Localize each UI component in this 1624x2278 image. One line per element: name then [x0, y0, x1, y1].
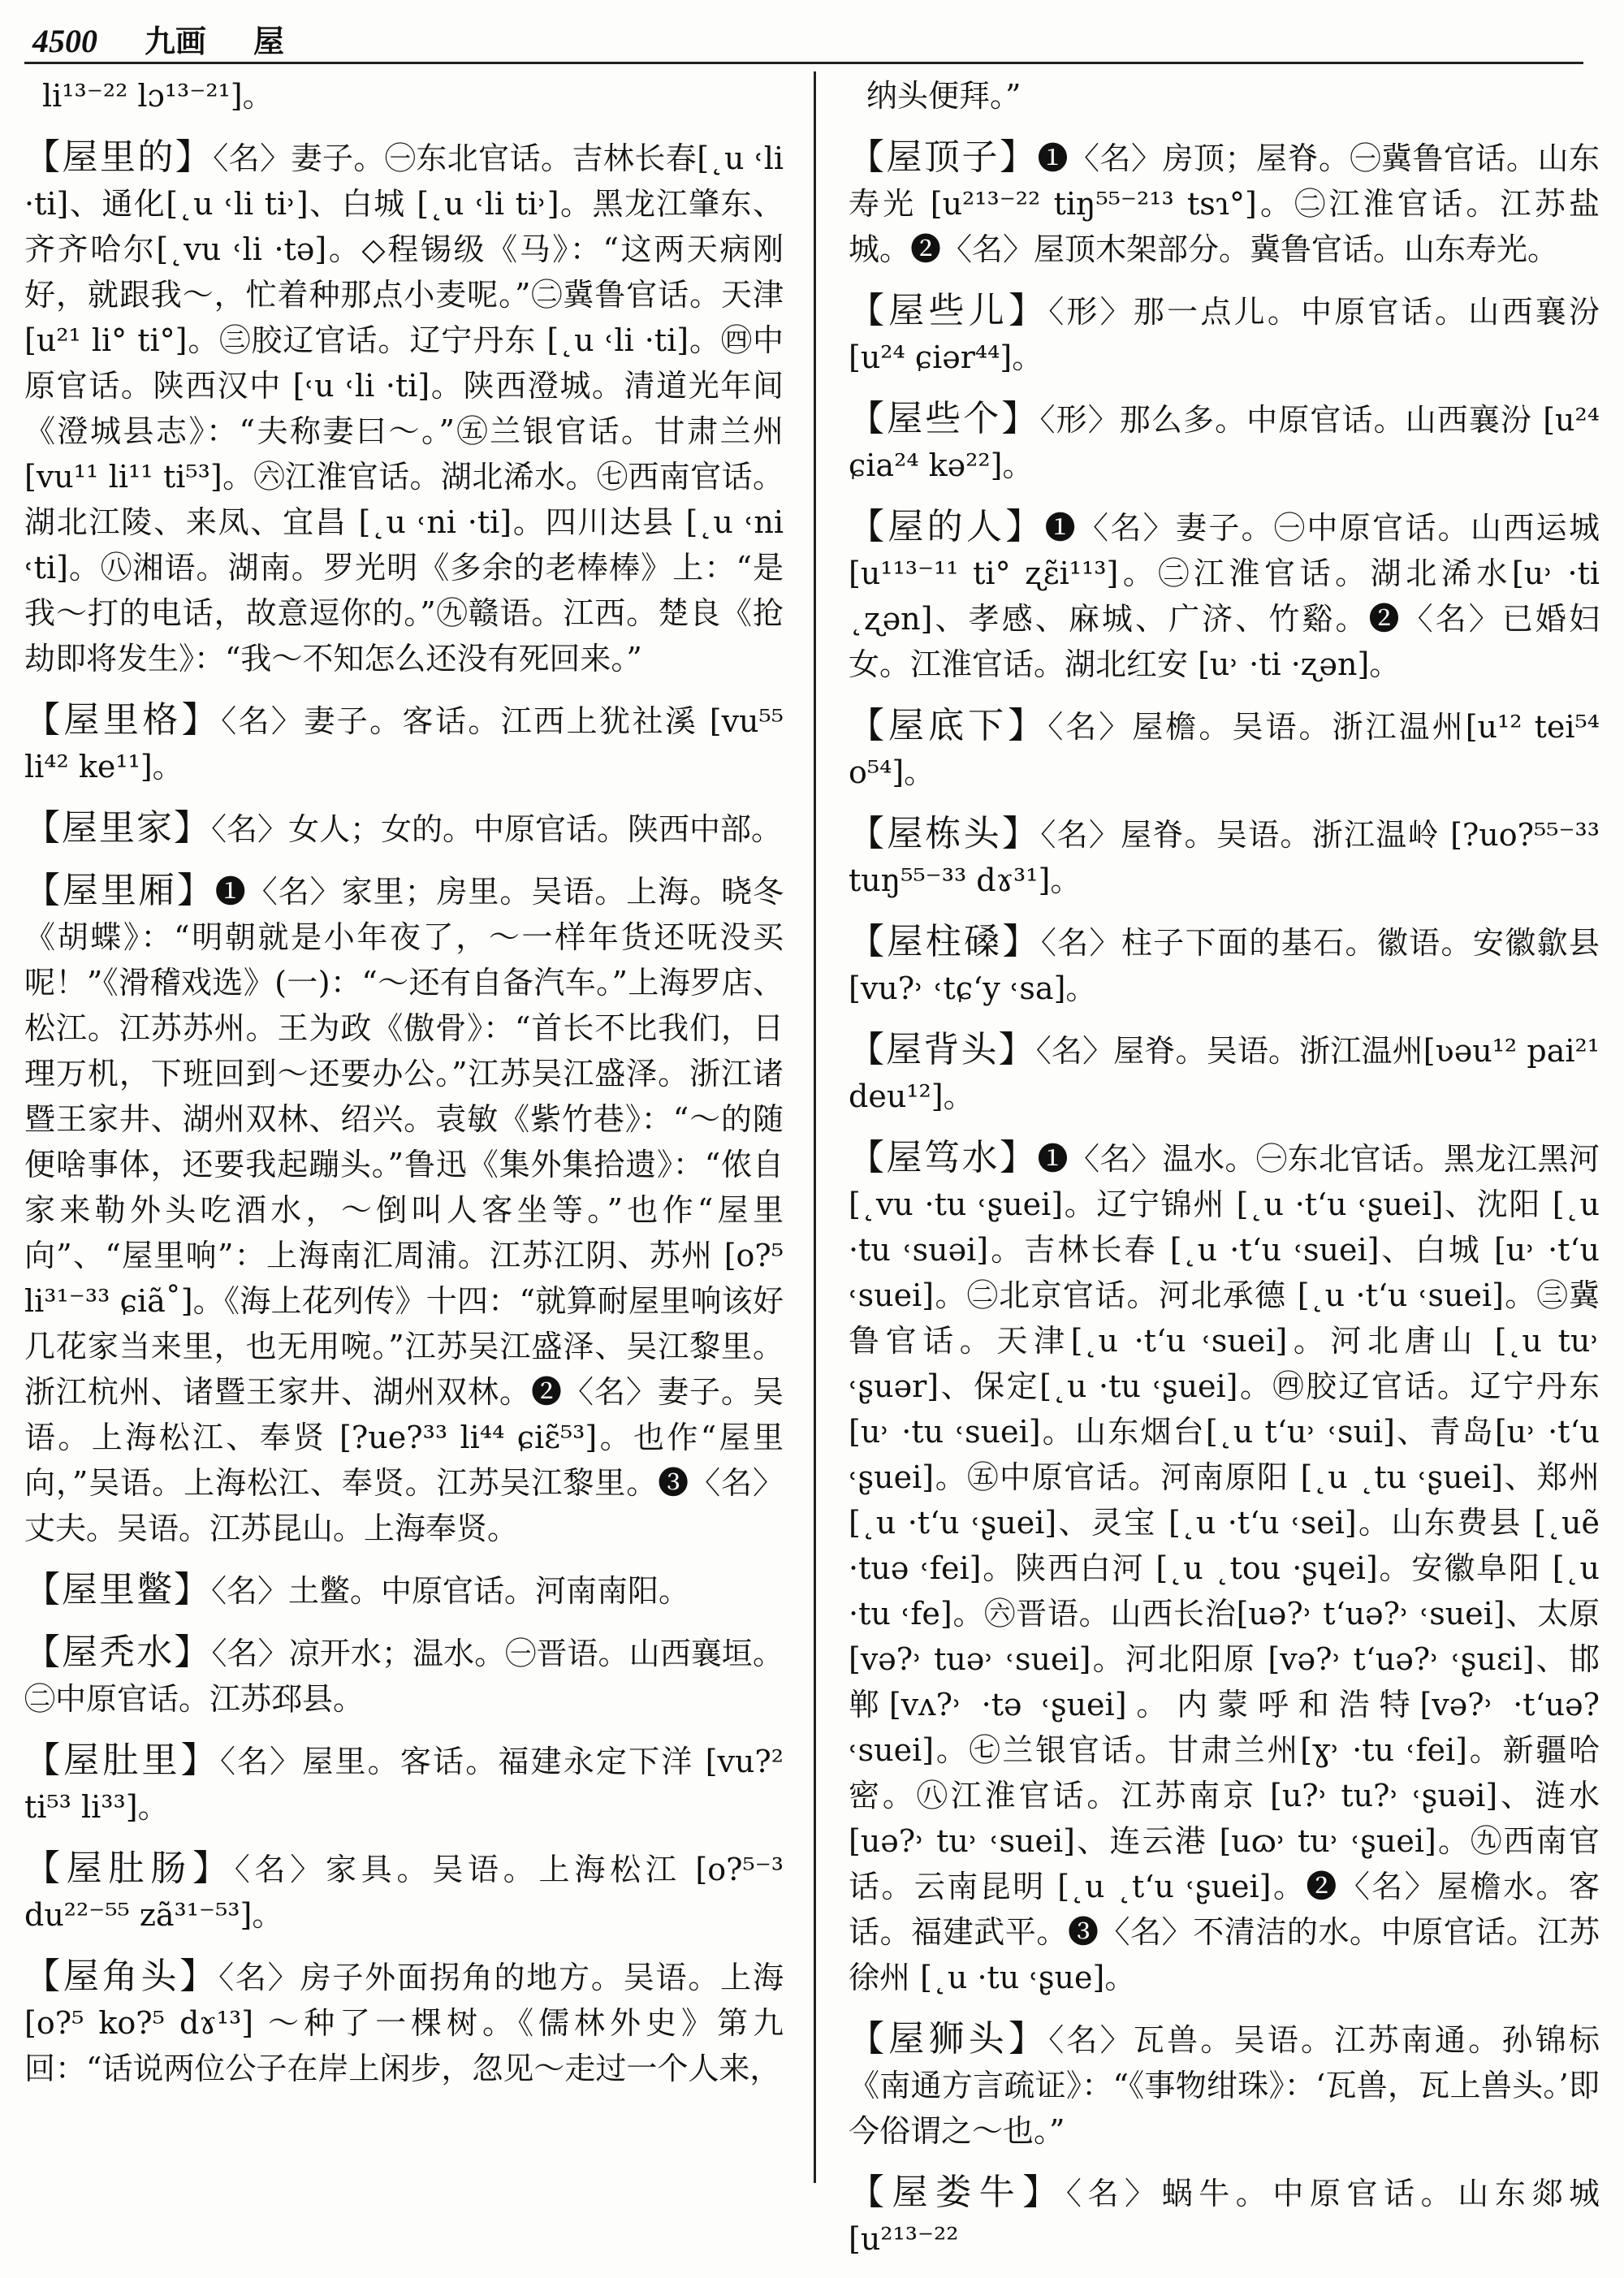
- dictionary-entry: [24, 1738, 784, 1830]
- page-header: [32, 16, 284, 58]
- entry-definition: ❶〈名〉家里；房里。吴语。上海。晓冬《胡蝶》：“明朝就是小年夜了，～一样年货还呒没买呢！”《滑稽戏选》(一)：“～还有自备汽车。”上海罗店、松江。江苏苏州。王为政《傲骨》：“首长不比我们，日理万机，下班回到～还要办公。”江苏吴江盛泽。浙江诸暨王家井、湖州双林、绍兴。袁敏《紫竹巷》：“～的随便啥事体，还要我起蹦头。”鲁迅《集外集拾遗》：“侬自家来勒外头吃酒水，～倒叫人客坐等。”也作“屋里向”、“屋里响”：上海南汇周浦。江苏江阴、苏州 [o?⁵ li³¹⁻³³ ɕiã˚]。《海上花列传》十四：“就算耐屋里响该好几花家当来里，也无用啘。”江苏吴江盛泽、吴江黎里。浙江杭州、诸暨王家井、湖州双林。❷〈名〉妻子。吴语。上海松江、奉贤 [?ue?³³ li⁴⁴ ɕiɛ̃⁵³]。也作“屋里向，”吴语。上海松江、奉贤。江苏吴江黎里。❸〈名〉丈夫。吴语。江苏昆山。上海奉贤。: [24, 874, 784, 1546]
- dictionary-entry: [849, 288, 1600, 380]
- entry-definition: 〈名〉蜗牛。中原官话。山东郯城 [u²¹³⁻²²: [849, 2176, 1600, 2257]
- stroke-section: 九画: [145, 23, 207, 59]
- entry-definition: 〈名〉女人；女的。中原官话。陕西中部。: [211, 811, 783, 847]
- dictionary-entry: [24, 1567, 784, 1614]
- dictionary-entry: [24, 806, 784, 852]
- dictionary-entry: [849, 504, 1600, 687]
- entry-headword: 【屋栋头】: [849, 813, 1041, 854]
- dictionary-entry: [24, 1954, 784, 2091]
- entry-headword: 【屋的人】: [849, 506, 1045, 547]
- dictionary-entry: [849, 2016, 1600, 2154]
- dictionary-entry: [849, 1027, 1600, 1119]
- entry-definition: 〈形〉那一点儿。中原官话。山西襄汾[u²⁴ ɕiər⁴⁴]。: [849, 294, 1600, 375]
- entry-definition: 〈形〉那么多。中原官话。山西襄汾 [u²⁴ ɕia²⁴ kə²²]。: [849, 402, 1600, 483]
- dictionary-entry: [24, 135, 784, 681]
- radical-char: 屋: [253, 23, 285, 59]
- entry-definition: 〈名〉凉开水；温水。㊀晋语。山西襄垣。㊁中原官话。江苏邳县。: [24, 1636, 784, 1717]
- dictionary-entry: [849, 703, 1600, 795]
- dictionary-entry: [849, 1135, 1600, 2000]
- entry-definition: 〈名〉屋脊。吴语。浙江温岭 [?uo?⁵⁵⁻³³ tuŋ⁵⁵⁻³³ dɤ³¹]。: [849, 817, 1600, 898]
- dictionary-entry: [849, 396, 1600, 488]
- entry-definition: 〈名〉屋檐。吴语。浙江温州[u¹² tei⁵⁴ o⁵⁴]。: [849, 709, 1600, 790]
- entry-headword: 【屋笃水】: [849, 1137, 1038, 1178]
- column-divider: [814, 71, 816, 2183]
- entry-headword: 【屋里格】: [24, 699, 222, 741]
- entry-definition: ❶〈名〉妻子。㊀中原官话。山西运城 [u¹¹³⁻¹¹ ti° ʐɛ̃i¹¹³]。㊁江淮官话。湖北浠水[u˒ ·ti ˛ʐən]、孝感、麻城、广济、竹谿。❷〈名〉已婚妇女。江淮官话。湖北红安 [u˒ ·ti ·ʐən]。: [849, 510, 1600, 682]
- header-rule: [24, 62, 1583, 64]
- entry-headword: 【屋顶子】: [849, 136, 1038, 178]
- entry-headword: 【屋角头】: [24, 1956, 219, 1997]
- entry-definition: 〈名〉房子外面拐角的地方。吴语。上海 [o?⁵ ko?⁵ dɤ¹³] ～种了一棵树。《儒林外史》第九回：“话说两位公子在岸上闲步，忽见～走过一个人来，: [24, 1960, 784, 2086]
- entry-definition: 〈名〉柱子下面的基石。徽语。安徽歙县 [vu?˒ ˓tɕ‘y ˓sa]。: [849, 925, 1600, 1006]
- entry-list: [24, 135, 784, 2091]
- entry-headword: 【屋娄牛】: [849, 2172, 1066, 2213]
- entry-definition: 〈名〉土鳖。中原官话。河南南阳。: [211, 1573, 690, 1609]
- continuation-text: li¹³⁻²² lɔ¹³⁻²¹]。: [42, 78, 274, 114]
- dictionary-entry: [24, 868, 784, 1551]
- dictionary-entry: [849, 2170, 1600, 2262]
- right-column: [849, 73, 1600, 2278]
- entry-headword: 【屋底下】: [849, 705, 1048, 746]
- entry-definition: 〈名〉家具。吴语。上海松江 [o?⁵⁻³ du²²⁻⁵⁵ zã³¹⁻⁵³]。: [24, 1852, 784, 1933]
- entry-definition: ❶〈名〉温水。㊀东北官话。黑龙江黑河 [˛vu ·tu ˓ʂuei]。辽宁锦州 [˛u ·t‘u ˓ʂuei]、沈阳 [˛u ·tu ˓suəi]。吉林长春 [˛u ·t‘u ˓suei]、白城 [u˒ ·t‘u ˓suei]。㊁北京官话。河北承德 [˛u ·t‘u ˓suei]。㊂冀鲁官话。天津[˛u ·t‘u ˓suei]。河北唐山 [˛u tu˒ ˓ʂuər]、保定[˛u ·tu ˓ʂuei]。㊃胶辽官话。辽宁丹东[u˒ ·tu ˓suei]。山东烟台[˛u t‘u˒ ˓sui]、青岛[u˒ ·t‘u ˓ʂuei]。㊄中原官话。河南原阳 [˛u ˛tu ˓ʂuei]、郑州[˛u ·t‘u ˓ʂuei]、灵宝 [˛u ·t‘u ˓sei]。山东费县 [˛uẽ ·tuə ˓fei]。陕西白河 [˛u ˛tou ·ʂɥei]。安徽阜阳 [˛u ·tu ˓fe]。㊅晋语。山西长治[uə?˒ t‘uə?˒ ˓suei]、太原[və?˒ tuə˒ ˓suei]。河北阳原 [və?˒ t‘uə?˒ ˓ʂuɛi]、邯郸[vʌ?˒ ·tə ˓ʂuei]。内蒙呼和浩特[və?˒ ·t‘uə? ˓suei]。㊆兰银官话。甘肃兰州[ɣ˒ ·tu ˓fei]。新疆哈密。㊇江淮官话。江苏南京 [u?˒ tu?˒ ˓ʂuəi]、涟水 [uə?˒ tu˒ ˓suei]、连云港 [uɷ˒ tu˒ ˓ʂuei]。㊈西南官话。云南昆明 [˛u ˛t‘u ˓ʂuei]。❷〈名〉屋檐水。客话。福建武平。❸〈名〉不清洁的水。中原官话。江苏徐州 [˛u ·tu ˓ʂue]。: [849, 1141, 1600, 1995]
- entry-headword: 【屋肚里】: [24, 1740, 220, 1781]
- entry-headword: 【屋里家】: [24, 807, 211, 849]
- entry-definition: 〈名〉妻子。㊀东北官话。吉林长春[˛u ˓li ·ti]、通化[˛u ˓li ti˒]、白城 [˛u ˓li ti˒]。黑龙江肇东、齐齐哈尔[˛vu ˓li ·tə]。◇程锡级《马》：“这两天病刚好，就跟我～，忙着种那点小麦呢。”㊁冀鲁官话。天津 [u²¹ li° ti°]。㊂胶辽官话。辽宁丹东 [˛u ˓li ·ti]。㊃中原官话。陕西汉中 [˓u ˓li ·ti]。陕西澄城。清道光年间《澄城县志》：“夫称妻曰～。”㊄兰银官话。甘肃兰州 [vu¹¹ li¹¹ ti⁵³]。㊅江淮官话。湖北浠水。㊆西南官话。湖北江陵、来凤、宜昌 [˛u ˓ni ·ti]。四川达县 [˛u ˓ni ˓ti]。㊇湘语。湖南。罗光明《多余的老棒棒》上：“是我～打的电话，故意逗你的。”㊈赣语。江西。楚良《抢劫即将发生》：“我～不知怎么还没有死回来。”: [24, 140, 784, 676]
- entry-definition: 〈名〉屋里。客话。福建永定下洋 [vu?² ti⁵³ li³³]。: [24, 1744, 784, 1825]
- dictionary-entry: [849, 919, 1600, 1011]
- entry-headword: 【屋里鳖】: [24, 1569, 211, 1610]
- entry-headword: 【屋里的】: [24, 136, 214, 178]
- dictionary-entry: [849, 135, 1600, 272]
- entry-headword: 【屋肚肠】: [24, 1848, 235, 1889]
- entry-definition: 〈名〉妻子。客话。江西上犹社溪 [vu⁵⁵ li⁴² ke¹¹]。: [24, 703, 784, 785]
- left-column: [24, 73, 784, 2107]
- entry-definition: ❶〈名〉房顶；屋脊。㊀冀鲁官话。山东寿光 [u²¹³⁻²² tiŋ⁵⁵⁻²¹³ tsɿ°]。㊁江淮官话。江苏盐城。❷〈名〉屋顶木架部分。冀鲁官话。山东寿光。: [849, 140, 1600, 267]
- entry-headword: 【屋柱磉】: [849, 921, 1041, 962]
- dictionary-entry: [24, 698, 784, 789]
- entry-definition: 〈名〉屋脊。吴语。浙江温州[ʋəu¹² pai²¹ deu¹²]。: [849, 1033, 1600, 1114]
- entry-headword: 【屋些个】: [849, 398, 1040, 439]
- entry-headword: 【屋秃水】: [24, 1632, 212, 1673]
- entry-headword: 【屋狮头】: [849, 2018, 1049, 2060]
- continuation-text: 纳头便拜。”: [866, 78, 1021, 114]
- page-number: 4500: [32, 23, 97, 59]
- entry-headword: 【屋些儿】: [849, 290, 1049, 331]
- dictionary-entry: [24, 1846, 784, 1938]
- dictionary-entry: [849, 811, 1600, 903]
- entry-headword: 【屋里厢】: [24, 870, 215, 911]
- dictionary-entry: [24, 1630, 784, 1722]
- entry-list: [849, 135, 1600, 2262]
- entry-headword: 【屋背头】: [849, 1029, 1036, 1070]
- entry-definition: 〈名〉瓦兽。吴语。江苏南通。孙锦标《南通方言疏证》：“《事物绀珠》：‘瓦兽，瓦上兽头。’即今俗谓之～也。”: [849, 2022, 1600, 2149]
